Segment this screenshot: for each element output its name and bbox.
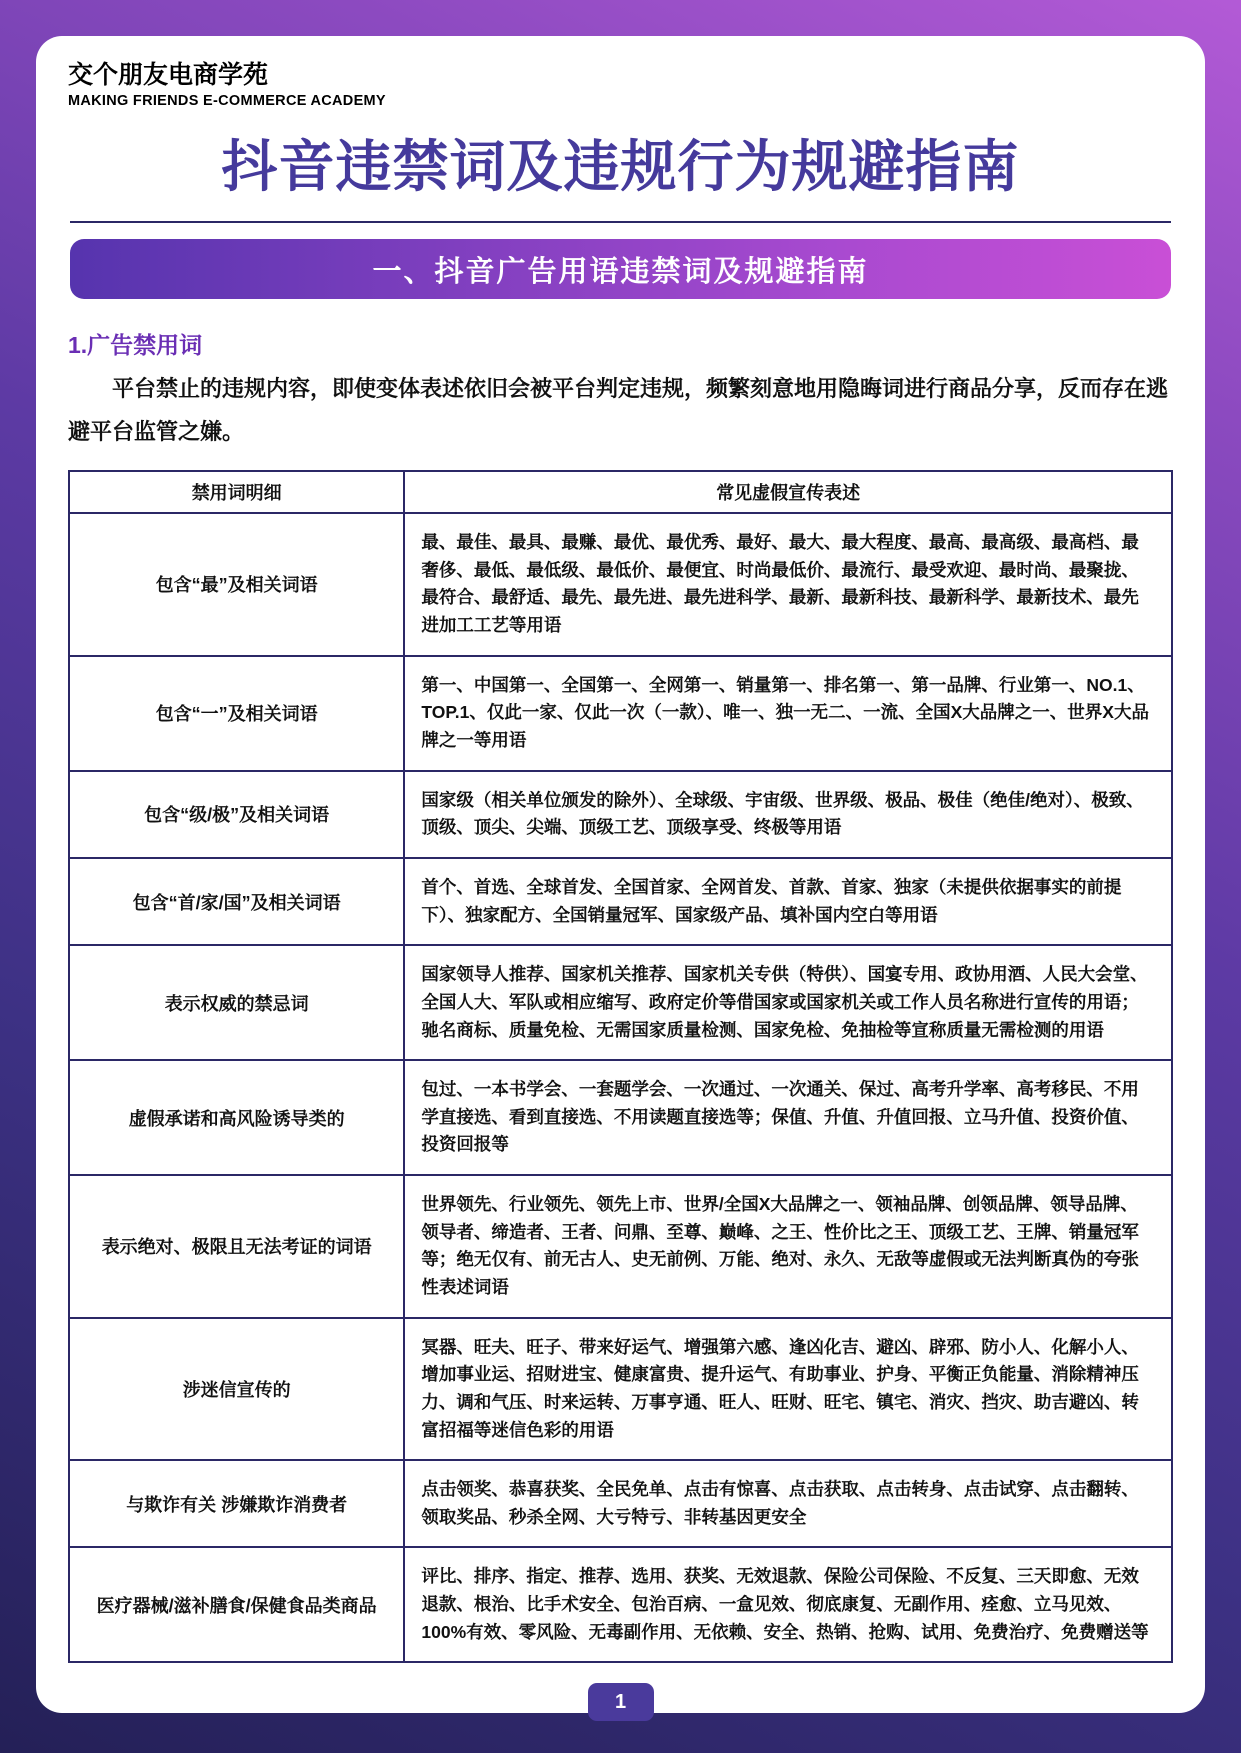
examples-cell: 评比、排序、指定、推荐、选用、获奖、无效退款、保险公司保险、不反复、三天即愈、无效退款、根治、比手术安全、包治百病、一盒见效、彻底康复、无副作用、痊愈、立马见效、100%有效、零风险、无毒副作用、无依赖、安全、热销、抢购、试用、免费治疗、免费赠送等 (404, 1547, 1172, 1662)
table-row (69, 1460, 1172, 1547)
examples-cell: 国家级（相关单位颁发的除外）、全球级、宇宙级、世界级、极品、极佳（绝佳/绝对）、极致、顶级、顶尖、尖端、顶级工艺、顶级享受、终极等用语 (404, 771, 1172, 858)
table-row (69, 1175, 1172, 1318)
table-row (69, 945, 1172, 1060)
intro-paragraph: 平台禁止的违规内容，即使变体表述依旧会被平台判定违规，频繁刻意地用隐晦词进行商品分享，反而存在逃避平台监管之嫌。 (68, 376, 1169, 445)
table-row (69, 656, 1172, 771)
section-banner: 一、抖音广告用语违禁词及规避指南 (70, 239, 1171, 299)
table-row (69, 1547, 1172, 1662)
category-cell: 表示绝对、极限且无法考证的词语 (69, 1175, 404, 1318)
category-cell: 表示权威的禁忌词 (69, 945, 404, 1060)
examples-cell: 国家领导人推荐、国家机关推荐、国家机关专供（特供）、国宴专用、政协用酒、人民大会堂、全国人大、军队或相应缩写、政府定价等借国家或国家机关或工作人员名称进行宣传的用语；驰名商标、质量免检、无需国家质量检测、国家免检、免抽检等宣称质量无需检测的用语 (404, 945, 1172, 1060)
logo (68, 60, 1173, 109)
examples-cell: 冥器、旺夫、旺子、带来好运气、增强第六感、逢凶化吉、避凶、辟邪、防小人、化解小人、增加事业运、招财进宝、健康富贵、提升运气、有助事业、护身、平衡正负能量、消除精神压力、调和气压、时来运转、万事亨通、旺人、旺财、旺宅、镇宅、消灾、挡灾、助吉避凶、转富招福等迷信色彩的用语 (404, 1318, 1172, 1461)
table-row (69, 1060, 1172, 1175)
column-header-category: 禁用词明细 (69, 471, 404, 513)
table-row (69, 513, 1172, 656)
table-row (69, 771, 1172, 858)
page-title: 抖音违禁词及违规行为规避指南 (221, 135, 1020, 198)
category-cell: 包含“级/极”及相关词语 (69, 771, 404, 858)
table-row (69, 1318, 1172, 1461)
examples-cell: 包过、一本书学会、一套题学会、一次通过、一次通关、保过、高考升学率、高考移民、不用学直接选、看到直接选、不用读题直接选等；保值、升值、升值回报、立马升值、投资价值、投资回报等 (404, 1060, 1172, 1175)
examples-cell: 点击领奖、恭喜获奖、全民免单、点击有惊喜、点击获取、点击转身、点击试穿、点击翻转、领取奖品、秒杀全网、大亏特亏、非转基因更安全 (404, 1460, 1172, 1547)
page-number-pill: 1 (588, 1683, 654, 1721)
category-cell: 虚假承诺和高风险诱导类的 (69, 1060, 404, 1175)
category-cell: 与欺诈有关 涉嫌欺诈消费者 (69, 1460, 404, 1547)
forbidden-words-table (68, 470, 1173, 1663)
examples-cell: 世界领先、行业领先、领先上市、世界/全国X大品牌之一、领袖品牌、创领品牌、领导品牌、领导者、缔造者、王者、问鼎、至尊、巅峰、之王、性价比之王、顶级工艺、王牌、销量冠军等；绝无仅有、前无古人、史无前例、万能、绝对、永久、无敌等虚假或无法判断真伪的夸张性表述词语 (404, 1175, 1172, 1318)
logo-subtitle: MAKING FRIENDS E-COMMERCE ACADEMY (68, 93, 386, 109)
examples-cell: 首个、首选、全球首发、全国首家、全网首发、首款、首家、独家（未提供依据事实的前提下）、独家配方、全国销量冠军、国家级产品、填补国内空白等用语 (404, 858, 1172, 945)
examples-cell: 最、最佳、最具、最赚、最优、最优秀、最好、最大、最大程度、最高、最高级、最高档、最奢侈、最低、最低级、最低价、最便宜、时尚最低价、最流行、最受欢迎、最时尚、最聚拢、最符合、最舒适、最先、最先进、最先进科学、最新、最新科技、最新科学、最新技术、最先进加工工艺等用语 (404, 513, 1172, 656)
category-cell: 包含“一”及相关词语 (69, 656, 404, 771)
content-card (36, 36, 1205, 1713)
column-header-examples: 常见虚假宣传表述 (404, 471, 1172, 513)
logo-title: 交个朋友电商学苑 (68, 61, 269, 89)
section-heading: 1.广告禁用词 (68, 332, 203, 359)
table-header-row (69, 471, 1172, 513)
category-cell: 医疗器械/滋补膳食/保健食品类商品 (69, 1547, 404, 1662)
examples-cell: 第一、中国第一、全国第一、全网第一、销量第一、排名第一、第一品牌、行业第一、NO.1、TOP.1、仅此一家、仅此一次（一款）、唯一、独一无二、一流、全国X大品牌之一、世界X大品牌之一等用语 (404, 656, 1172, 771)
table-row (69, 858, 1172, 945)
category-cell: 包含“首/家/国”及相关词语 (69, 858, 404, 945)
category-cell: 包含“最”及相关词语 (69, 513, 404, 656)
category-cell: 涉迷信宣传的 (69, 1318, 404, 1461)
title-divider (70, 221, 1171, 223)
